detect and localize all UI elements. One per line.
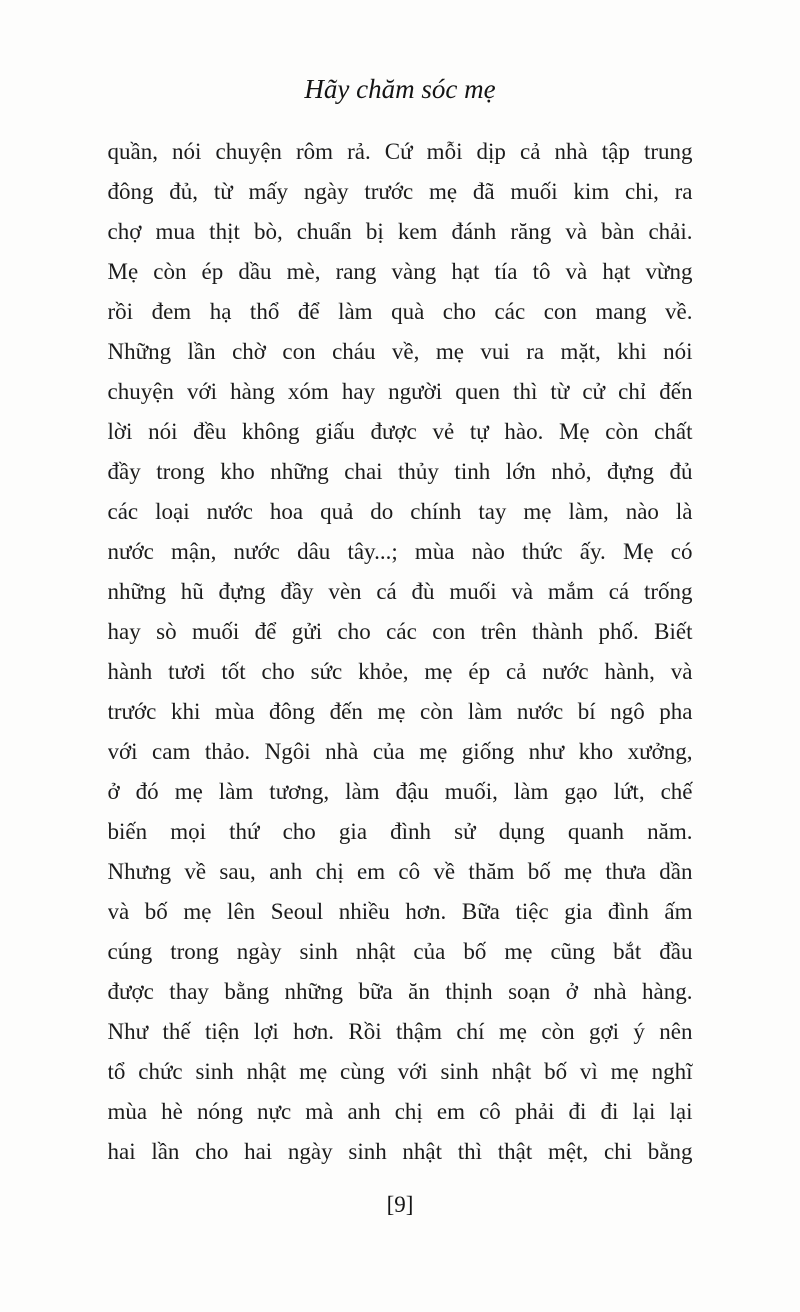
page-body [108,132,693,1172]
running-header: Hãy chăm sóc mẹ [304,74,496,104]
text-line: trước khi mùa đông đến mẹ còn làm nước bí ngô pha [107,699,693,724]
text-line: Nhưng về sau, anh chị em cô về thăm bố mẹ thưa dần [107,859,693,884]
text-line: và bố mẹ lên Seoul nhiều hơn. Bữa tiệc gia đình ấm [107,899,693,924]
text-line: quần, nói chuyện rôm rả. Cứ mỗi dịp cả nhà tập trung [107,139,693,164]
text-line: Những lần chờ con cháu về, mẹ vui ra mặt, khi nói [107,339,693,364]
text-line: rồi đem hạ thổ để làm quà cho các con mang về. [107,299,693,324]
text-line: ở đó mẹ làm tương, làm đậu muối, làm gạo lứt, chế [107,779,693,804]
page-number: [9] [386,1192,414,1217]
text-line: được thay bằng những bữa ăn thịnh soạn ở nhà hàng. [107,979,693,1004]
text-line: đông đủ, từ mấy ngày trước mẹ đã muối kim chi, ra [107,179,693,204]
text-line: hay sò muối để gửi cho các con trên thành phố. Biết [107,619,693,644]
text-line: với cam thảo. Ngôi nhà của mẹ giống như kho xưởng, [107,739,693,764]
text-line: hành tươi tốt cho sức khỏe, mẹ ép cả nước hành, và [107,659,693,684]
text-line: đầy trong kho những chai thủy tinh lớn nhỏ, đựng đủ [107,459,693,484]
text-line: biến mọi thứ cho gia đình sử dụng quanh năm. [107,819,693,844]
text-line: Mẹ còn ép dầu mè, rang vàng hạt tía tô và hạt vừng [107,259,693,284]
text-line: nước mận, nước dâu tây...; mùa nào thức ấy. Mẹ có [107,539,693,564]
text-line: các loại nước hoa quả do chính tay mẹ làm, nào là [107,499,693,524]
text-line: hai lần cho hai ngày sinh nhật thì thật mệt, chi bằng [107,1139,693,1164]
text-line: tổ chức sinh nhật mẹ cùng với sinh nhật bố vì mẹ nghĩ [107,1059,693,1084]
text-line: Như thế tiện lợi hơn. Rồi thậm chí mẹ còn gợi ý nên [107,1019,693,1044]
text-line: cúng trong ngày sinh nhật của bố mẹ cũng bắt đầu [107,939,693,964]
text-line: chợ mua thịt bò, chuẩn bị kem đánh răng và bàn chải. [107,219,693,244]
text-line: lời nói đều không giấu được vẻ tự hào. Mẹ còn chất [107,419,693,444]
text-line: mùa hè nóng nực mà anh chị em cô phải đi đi lại lại [107,1099,693,1124]
text-line: những hũ đựng đầy vèn cá đù muối và mắm cá trống [107,579,693,604]
text-line: chuyện với hàng xóm hay người quen thì từ cử chỉ đến [107,379,693,404]
